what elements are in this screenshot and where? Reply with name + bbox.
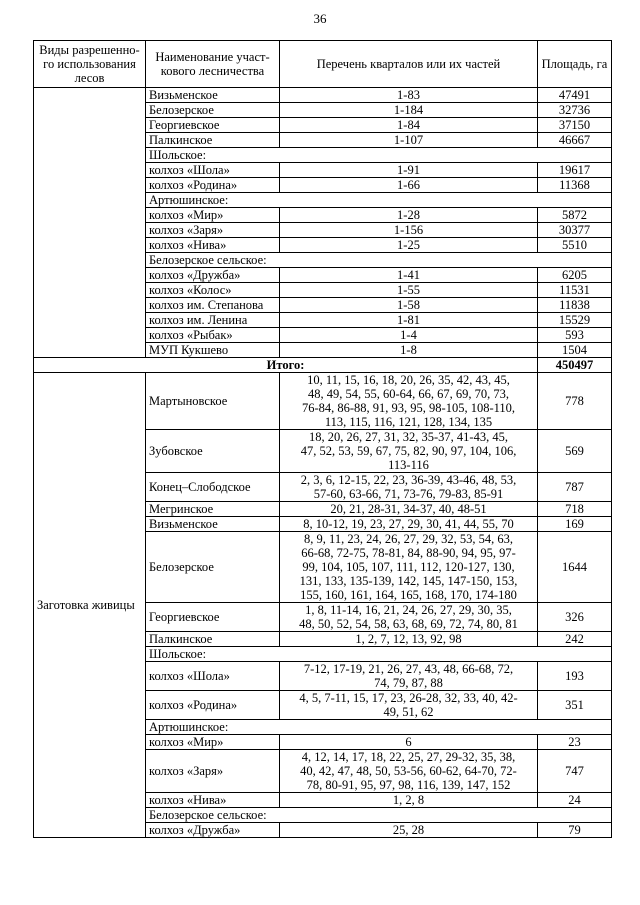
header-quarters-list: Перечень кварталов или их частей <box>280 41 538 88</box>
quarters-list <box>280 750 538 793</box>
quarters-list: 1-8 <box>280 343 538 358</box>
quarters-line: 8, 9, 11, 23, 24, 26, 27, 29, 32, 53, 54, 63, <box>304 532 513 546</box>
area-value: 5510 <box>538 238 612 253</box>
total-label: Итого: <box>34 358 538 373</box>
area-value: 787 <box>538 473 612 502</box>
quarters-line: 2, 3, 6, 12-15, 22, 23, 36-39, 43-46, 48, 53, <box>300 473 517 487</box>
area-value: 30377 <box>538 223 612 238</box>
forestry-name: колхоз «Рыбак» <box>146 328 280 343</box>
area-value: 11838 <box>538 298 612 313</box>
quarters-list <box>280 517 538 532</box>
area-value: 15529 <box>538 313 612 328</box>
forestry-name: колхоз «Заря» <box>146 223 280 238</box>
quarters-list: 1-156 <box>280 223 538 238</box>
quarters-line: 1, 8, 11-14, 16, 21, 24, 26, 27, 29, 30, 35, <box>305 603 512 617</box>
quarters-list <box>280 603 538 632</box>
area-value: 778 <box>538 373 612 430</box>
use-type-cell <box>34 88 146 358</box>
section-2-body <box>34 373 612 838</box>
quarters-line: 4, 5, 7-11, 15, 17, 23, 26-28, 32, 33, 40, 42- <box>299 691 518 705</box>
quarters-line: 1, 2, 8 <box>392 793 425 807</box>
quarters-list: 1-58 <box>280 298 538 313</box>
area-value: 569 <box>538 430 612 473</box>
area-value: 242 <box>538 632 612 647</box>
quarters-list <box>280 793 538 808</box>
quarters-line: 10, 11, 15, 16, 18, 20, 26, 35, 42, 43, 45, <box>307 373 510 387</box>
quarters-line: 6 <box>405 735 412 749</box>
forest-use-table <box>33 40 612 838</box>
quarters-list: 1-4 <box>280 328 538 343</box>
quarters-list: 1-91 <box>280 163 538 178</box>
header-forestry-name: Наименование участ-кового лесничества <box>146 41 280 88</box>
total-row <box>34 358 612 373</box>
forestry-name: колхоз «Дружба» <box>146 268 280 283</box>
forestry-name: Георгиевское <box>146 603 280 632</box>
quarters-line: 66-68, 72-75, 78-81, 84, 88-90, 94, 95, 97- <box>301 546 516 560</box>
forestry-name: колхоз «Нива» <box>146 238 280 253</box>
forestry-name: колхоз «Нива» <box>146 793 280 808</box>
forestry-name: Палкинское <box>146 133 280 148</box>
area-value: 1504 <box>538 343 612 358</box>
quarters-line: 155, 160, 161, 164, 165, 168, 170, 174-180 <box>300 588 517 602</box>
forestry-name: Зубовское <box>146 430 280 473</box>
forestry-name: колхоз «Заря» <box>146 750 280 793</box>
quarters-list: 1-55 <box>280 283 538 298</box>
quarters-list: 1-107 <box>280 133 538 148</box>
subheading-label: Шольское: <box>146 647 612 662</box>
forestry-name: Георгиевское <box>146 118 280 133</box>
forestry-name: колхоз «Шола» <box>146 662 280 691</box>
quarters-list: 1-84 <box>280 118 538 133</box>
forestry-name: колхоз «Шола» <box>146 163 280 178</box>
area-value: 46667 <box>538 133 612 148</box>
area-value: 11368 <box>538 178 612 193</box>
quarters-list <box>280 502 538 517</box>
forestry-name: колхоз «Мир» <box>146 735 280 750</box>
forestry-name: МУП Кукшево <box>146 343 280 358</box>
quarters-list <box>280 823 538 838</box>
total-body <box>34 358 612 373</box>
quarters-line: 131, 133, 135-139, 142, 145, 147-150, 153, <box>299 574 518 588</box>
section-1-body <box>34 88 612 358</box>
quarters-line: 74, 79, 87, 88 <box>374 676 443 690</box>
forestry-name: колхоз «Родина» <box>146 178 280 193</box>
quarters-list: 1-81 <box>280 313 538 328</box>
area-value: 593 <box>538 328 612 343</box>
forestry-name: Визьменское <box>146 88 280 103</box>
forestry-name: Белозерское <box>146 532 280 603</box>
quarters-line: 8, 10-12, 19, 23, 27, 29, 30, 41, 44, 55, 70 <box>303 517 514 531</box>
area-value: 23 <box>538 735 612 750</box>
subheading-label: Белозерское сельское: <box>146 253 612 268</box>
quarters-list <box>280 735 538 750</box>
quarters-list: 1-25 <box>280 238 538 253</box>
quarters-list <box>280 430 538 473</box>
quarters-list <box>280 532 538 603</box>
area-value: 747 <box>538 750 612 793</box>
quarters-line: 47, 52, 53, 59, 67, 75, 82, 90, 97, 104, 106, <box>300 444 517 458</box>
area-value: 326 <box>538 603 612 632</box>
forestry-name: Белозерское <box>146 103 280 118</box>
page-number: 36 <box>313 11 327 26</box>
quarters-line: 76-84, 86-88, 91, 93, 95, 98-105, 108-110, <box>301 401 516 415</box>
total-area: 450497 <box>538 358 612 373</box>
quarters-line: 4, 12, 14, 17, 18, 22, 25, 27, 29-32, 35, 38, <box>301 750 516 764</box>
area-value: 19617 <box>538 163 612 178</box>
quarters-list <box>280 632 538 647</box>
quarters-list: 1-41 <box>280 268 538 283</box>
area-value: 718 <box>538 502 612 517</box>
area-value: 37150 <box>538 118 612 133</box>
forestry-name: колхоз им. Степанова <box>146 298 280 313</box>
quarters-list: 1-28 <box>280 208 538 223</box>
quarters-line: 20, 21, 28-31, 34-37, 40, 48-51 <box>330 502 487 516</box>
area-value: 6205 <box>538 268 612 283</box>
quarters-line: 1, 2, 7, 12, 13, 92, 98 <box>355 632 462 646</box>
area-value: 169 <box>538 517 612 532</box>
table-header-row <box>34 41 612 88</box>
forestry-name: Визьменское <box>146 517 280 532</box>
quarters-list <box>280 473 538 502</box>
area-value: 1644 <box>538 532 612 603</box>
forestry-name: Мегринское <box>146 502 280 517</box>
table-row <box>34 88 612 103</box>
area-value: 351 <box>538 691 612 720</box>
area-value: 24 <box>538 793 612 808</box>
quarters-line: 48, 50, 52, 54, 58, 63, 68, 69, 72, 74, 80, 81 <box>299 617 518 631</box>
quarters-line: 18, 20, 26, 27, 31, 32, 35-37, 41-43, 45, <box>309 430 508 444</box>
area-value: 32736 <box>538 103 612 118</box>
quarters-line: 99, 104, 105, 107, 111, 112, 120-127, 130, <box>302 560 515 574</box>
forestry-name: колхоз «Дружба» <box>146 823 280 838</box>
subheading-label: Белозерское сельское: <box>146 808 612 823</box>
area-value: 79 <box>538 823 612 838</box>
quarters-line: 113-116 <box>388 458 429 472</box>
area-value: 11531 <box>538 283 612 298</box>
table-row <box>34 373 612 430</box>
header-use-type: Виды разрешенно-го использования лесов <box>34 41 146 88</box>
quarters-line: 78, 80-91, 95, 97, 98, 116, 139, 147, 152 <box>306 778 511 792</box>
quarters-line: 40, 42, 47, 48, 50, 53-56, 60-62, 64-70, 72- <box>300 764 517 778</box>
subheading-label: Артюшинское: <box>146 193 612 208</box>
quarters-line: 49, 51, 62 <box>383 705 434 719</box>
forestry-name: Конец–Слободское <box>146 473 280 502</box>
quarters-list: 1-66 <box>280 178 538 193</box>
quarters-line: 57-60, 63-66, 71, 73-76, 79-83, 85-91 <box>313 487 504 501</box>
quarters-list <box>280 662 538 691</box>
forestry-name: Палкинское <box>146 632 280 647</box>
quarters-line: 113, 115, 116, 121, 128, 134, 135 <box>324 415 493 429</box>
area-value: 193 <box>538 662 612 691</box>
quarters-list <box>280 691 538 720</box>
forestry-name: колхоз «Колос» <box>146 283 280 298</box>
quarters-list: 1-184 <box>280 103 538 118</box>
forestry-name: Мартыновское <box>146 373 280 430</box>
forestry-name: колхоз «Родина» <box>146 691 280 720</box>
subheading-label: Артюшинское: <box>146 720 612 735</box>
area-value: 47491 <box>538 88 612 103</box>
quarters-line: 7-12, 17-19, 21, 26, 27, 43, 48, 66-68, 72, <box>303 662 514 676</box>
quarters-line: 25, 28 <box>392 823 425 837</box>
forestry-name: колхоз им. Ленина <box>146 313 280 328</box>
quarters-list: 1-83 <box>280 88 538 103</box>
use-type-cell: Заготовка живицы <box>34 373 146 838</box>
area-value: 5872 <box>538 208 612 223</box>
subheading-label: Шольское: <box>146 148 612 163</box>
forestry-name: колхоз «Мир» <box>146 208 280 223</box>
quarters-line: 48, 49, 54, 55, 60-64, 66, 67, 69, 70, 73, <box>307 387 510 401</box>
header-area: Площадь, га <box>538 41 612 88</box>
quarters-list <box>280 373 538 430</box>
